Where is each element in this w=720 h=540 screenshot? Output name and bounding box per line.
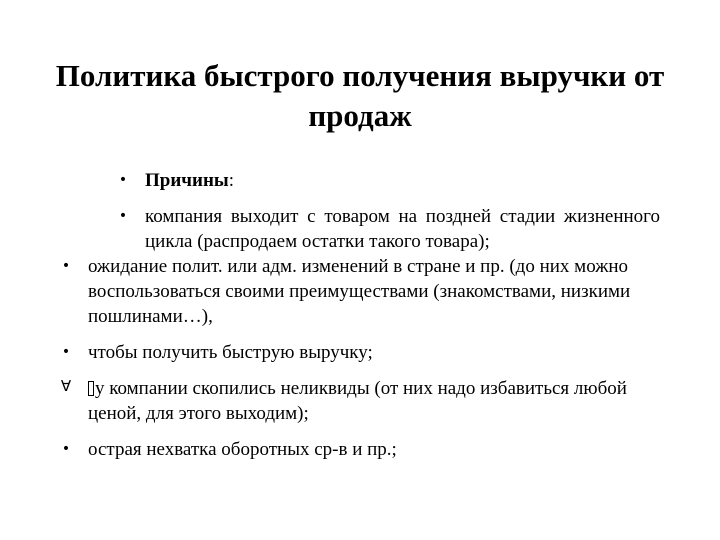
list-item bbox=[61, 437, 648, 462]
reasons-suffix: : bbox=[228, 170, 235, 191]
list-item-text: чтобы получить быструю выручку; bbox=[88, 342, 373, 363]
bullet-icon: • bbox=[61, 344, 71, 360]
list-item-text: у компании скопились неликвиды (от них надо избавиться любой ценой, для этого выходим); bbox=[88, 378, 627, 424]
bullet-icon: • bbox=[118, 172, 128, 188]
list-item-text: ожидание полит. или адм. изменений в стране и пр. (до них можно воспользоваться своими преимуществами (знакомствами, низкими пошлинами…), bbox=[88, 256, 631, 327]
missing-glyph-icon bbox=[88, 381, 94, 396]
inner-bullet-list bbox=[118, 168, 660, 265]
forall-icon: ∀ bbox=[60, 377, 72, 395]
bullet-icon: • bbox=[61, 258, 71, 274]
bullet-icon: • bbox=[61, 441, 71, 457]
list-item-text: острая нехватка оборотных ср-в и пр.; bbox=[88, 439, 397, 460]
bullet-icon: • bbox=[118, 208, 128, 224]
list-item-reasons bbox=[118, 168, 660, 193]
reasons-label: Причины bbox=[145, 170, 229, 191]
list-item bbox=[61, 254, 648, 329]
list-item bbox=[60, 376, 648, 426]
slide-title: Политика быстрого получения выручки от продаж bbox=[55, 58, 665, 133]
list-item bbox=[61, 340, 648, 365]
list-item-text: компания выходит с товаром на поздней стадии жизненного цикла (распродаем остатки такого товара); bbox=[145, 206, 660, 252]
list-item bbox=[118, 204, 660, 254]
outer-bullet-list bbox=[60, 254, 648, 473]
